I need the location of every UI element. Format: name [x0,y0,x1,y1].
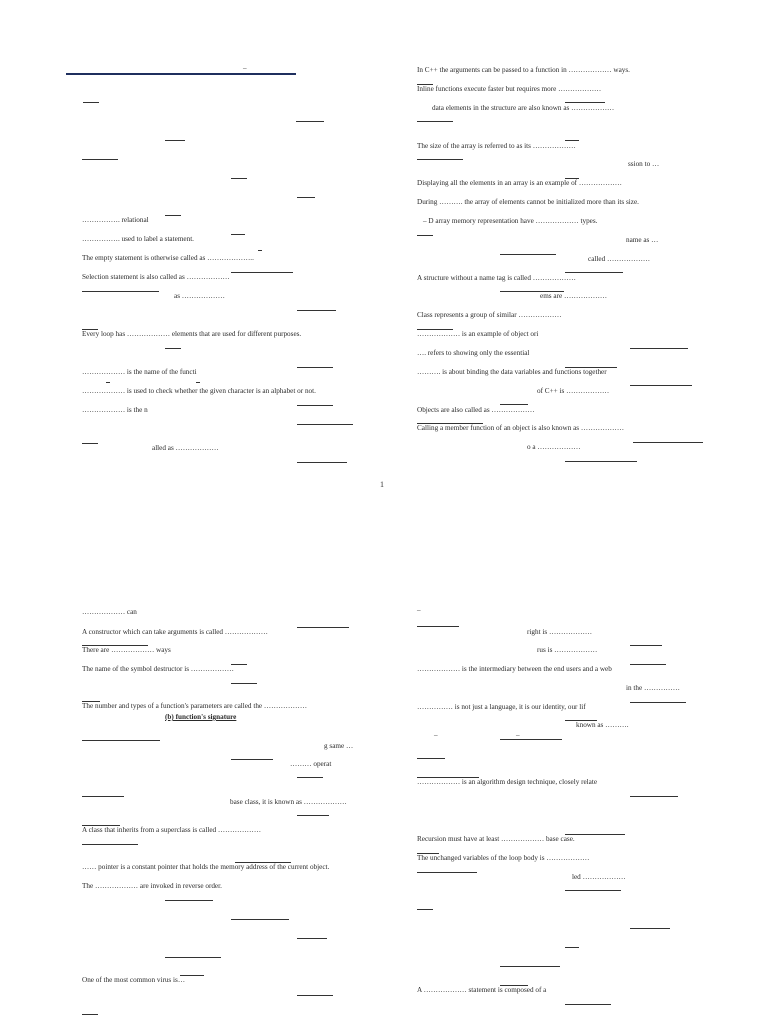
question-text: led ……………… [572,873,626,881]
question-text: In C++ the arguments can be passed to a function in ……………… ways. [417,66,630,74]
question-text: data elements in the structure are also known as ……………… [432,104,615,112]
answer-blank [417,909,433,910]
answer-blank [297,424,353,425]
question-text: right is ……………… [527,628,593,636]
question-text: – D array memory representation have ……………… types. [423,217,598,225]
question-text: ……………… is an example of object ori [417,330,539,338]
answer-blank [417,84,433,85]
answer-blank [297,938,327,939]
question-text: A ……………… statement is composed of a [417,986,547,994]
answer-blank [82,844,138,845]
question-text: The empty statement is otherwise called as ……………….. [82,254,254,262]
answer-blank [235,862,291,863]
answer-blank [565,720,597,721]
answer-blank [630,928,670,929]
answer-blank [630,664,666,665]
answer-blank [231,664,247,665]
question-text: g same … [324,742,354,750]
question-text: …. refers to showing only the essential [417,349,530,357]
question-text: Displaying all the elements in an array is an example of ……………… [417,179,622,187]
question-text: ……… operat [290,760,332,768]
question-text: ……………… is an algorithm design technique, closely relate [417,778,598,786]
answer-blank [297,405,333,406]
answer-blank [231,683,257,684]
answer-blank [565,890,621,891]
answer-blank [630,702,686,703]
answer-blank [82,645,148,646]
question-text: One of the most common virus is… [82,976,186,984]
answer-blank [500,291,564,292]
question-text: in the …………… [626,684,680,692]
answer-blank [417,777,479,778]
answer-blank [231,759,273,760]
answer-blank [165,900,213,901]
question-text: The ……………… are invoked in reverse order. [82,882,222,890]
answer-blank [82,159,118,160]
answer-blank [82,329,98,330]
answer-blank [196,382,200,383]
answer-blank [231,919,289,920]
answer-blank [417,872,477,873]
answer-blank [417,423,483,424]
question-text: known as ………. [576,721,629,729]
answer-blank [630,385,692,386]
answer-blank [297,995,333,996]
question-text: A structure without a name tag is called ……………… [417,274,576,282]
question-text: A class that inherits from a superclass is called ……………… [82,826,262,834]
answer-blank [165,957,221,958]
question-text: Inline functions execute faster but requires more ……………… [417,85,602,93]
answer-blank [417,121,453,122]
question-text: Calling a member function of an object is also known as ……………… [417,424,625,432]
dash-mark: – [516,731,520,739]
answer-blank [82,796,124,797]
question-text: A constructor which can take arguments is called ……………… [82,628,268,636]
question-text: Objects are also called as ……………… [417,406,535,414]
question-text: ……………… can [82,608,137,616]
answer-blank [565,834,625,835]
question-text: ssion to … [628,160,660,168]
question-text: The size of the array is referred to as its ……………… [417,142,576,150]
answer-blank [82,825,120,826]
answer-blank [82,443,98,444]
question-text: ………. is about binding the data variables and functions together [417,368,607,376]
answer-blank [180,975,204,976]
answer-blank [83,102,99,103]
answer-blank [630,348,688,349]
question-text: …… pointer is a constant pointer that holds the memory address of the current object. [82,863,330,871]
question-text: o a ……………… [527,443,581,451]
question-text: ……………… is the n [82,406,148,414]
answer-blank [565,178,579,179]
answer-blank [500,739,562,740]
question-text: There are ……………… ways [82,646,171,654]
answer-blank [565,947,579,948]
question-text: Every loop has ……………… elements that are used for different purposes. [82,330,302,338]
answer-blank [82,291,159,292]
dash-mark: – [417,606,421,614]
question-text: base class, it is known as ……………… [230,798,347,806]
answer-blank [417,235,433,236]
answer-blank [296,121,324,122]
page-number: 1 [380,480,384,489]
answer-blank [565,102,605,103]
answer-blank [500,966,560,967]
answer-blank [82,740,160,741]
answer-blank [231,272,293,273]
question-text: ems are ……………… [540,292,608,300]
answer-blank [82,1014,98,1015]
question-text: ……………… is used to check whether the given character is an alphabet or not. [82,387,316,395]
answer-blank [106,382,110,383]
answer-blank [500,404,528,405]
answer-blank [417,329,453,330]
answer-blank [630,645,662,646]
question-text: Class represents a group of similar ……………… [417,311,562,319]
answer-blank [417,758,445,759]
answer-blank [633,442,703,443]
question-text: ……………… is the name of the functi [82,368,197,376]
question-text: The name of the symbol destructor is ……………… [82,665,234,673]
answer-blank [165,215,181,216]
dash-mark: – [434,731,438,739]
question-text: Recursion must have at least ……………… base case. [417,835,575,843]
question-text: ……………. used to label a statement. [82,235,194,243]
answer-blank [231,178,247,179]
question-text: The unchanged variables of the loop body is ……………… [417,854,590,862]
answer-blank [565,461,637,462]
question-text: ……………… is the intermediary between the end users and a web [417,665,612,673]
question-text: called ……………… [588,255,651,263]
answer-blank [565,272,623,273]
question-text: Selection statement is also called as ……………… [82,273,230,281]
answer-blank [565,367,617,368]
answer-blank [297,815,329,816]
answer-blank [297,197,315,198]
title-rule [66,73,296,75]
question-text: alled as ……………… [152,444,219,452]
answer-blank [258,250,262,251]
question-text: name as … [626,236,659,244]
answer-blank [297,627,349,628]
question-text: of C++ is ……………… [537,387,610,395]
answer-blank [82,701,100,702]
answer-blank [165,348,181,349]
title-dash: – [243,64,247,72]
answer-blank [297,462,347,463]
answer-blank [165,140,185,141]
question-text: ……………. relational [82,216,149,224]
question-text: The number and types of a function's parameters are called the ……………… [82,702,308,710]
answer-blank [417,159,463,160]
answer-blank [500,254,556,255]
answer-blank [565,1004,611,1005]
answer-blank [231,234,245,235]
answer-blank [297,777,323,778]
question-text: rus is ……………… [537,646,598,654]
answer-blank [630,796,678,797]
answer-blank [565,140,579,141]
question-text: During ………. the array of elements cannot be initialized more than its size. [417,198,639,206]
answer-blank [417,853,439,854]
answer-blank [417,626,459,627]
question-text: as ……………… [174,292,225,300]
answer-blank [297,310,336,311]
answer-blank [297,367,333,368]
answer-text: (b) function's signature [165,713,237,721]
question-text: …………… is not just a language, it is our identity, our lif [417,703,586,711]
answer-blank [500,985,528,986]
